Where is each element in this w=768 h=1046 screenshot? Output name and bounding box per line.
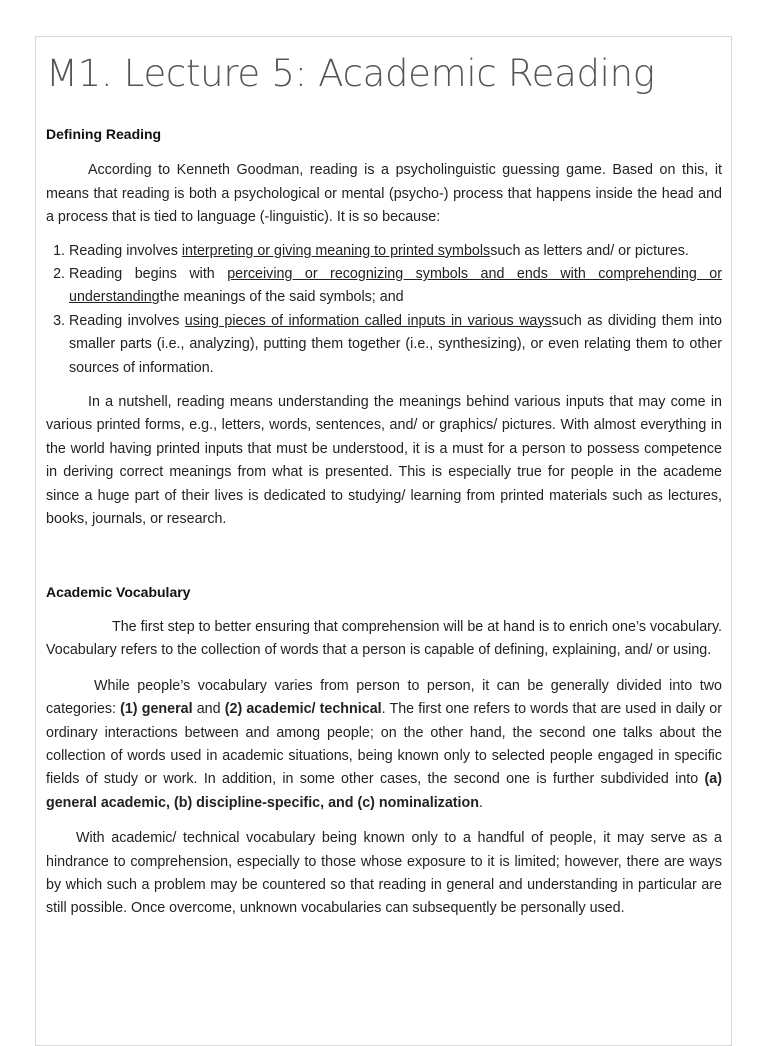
paragraph-vocabulary: The first step to better ensuring that comprehension will be at hand is to enrich one’s vocabulary. Vocabulary refers to the collection of words that a person is capable of defining, explaining, and/ or using.	[46, 618, 722, 659]
list-text: Reading begins with	[69, 266, 228, 283]
paragraph-text: .	[478, 794, 483, 811]
bold-text: (2) academic/ technical	[224, 701, 382, 718]
section-heading-defining-reading: Defining Reading	[46, 126, 162, 142]
paragraph-hindrance: With academic/ technical vocabulary being known only to a handful of people, it may serve as a hindrance to comprehension, especially to those whose exposure to it is limited; however, there are ways by which such a problem may be countered so that reading in general and understanding in particular are still possible. Once overcome, unknown vocabularies can subsequently be personally used.	[46, 830, 722, 917]
list-item	[69, 310, 722, 380]
paragraph-text: . The first one refers to words that are used in daily or ordinary interactions between and among people; on the other hand, the second one talks about the collection of words used in academic situations, being known only to selected people engaged in specific fields of study or work. In addition, in some other cases, the second one is further subdivided into	[46, 701, 722, 788]
document-content	[46, 52, 722, 921]
list-item	[69, 263, 722, 310]
reading-list	[46, 240, 722, 380]
paragraph-categories	[46, 675, 722, 815]
list-text: the meanings of the said symbols; and	[159, 289, 404, 306]
page-title: M1. Lecture 5: Academic Reading	[46, 52, 655, 95]
list-text: such as dividing them into smaller parts (i.e., analyzing), putting them together (i.e., synthesizing), or even relating them to other sources of information.	[69, 312, 722, 376]
underlined-text: perceiving or recognizing symbols and ends with comprehending or understanding	[69, 266, 722, 306]
paragraph-intro: According to Kenneth Goodman, reading is a psycholinguistic guessing game. Based on this, it means that reading is both a psychological or mental (psycho-) process that happens inside the head and a process that is tied to language (-linguistic). It is so because:	[46, 162, 722, 226]
bold-text: (1) general	[120, 701, 193, 718]
paragraph-text: and	[192, 701, 225, 718]
section-heading-academic-vocabulary: Academic Vocabulary	[46, 583, 191, 600]
bold-text: (a) general academic, (b) discipline-specific, and (c) nominalization	[46, 771, 722, 811]
paragraph-nutshell: In a nutshell, reading means understanding the meanings behind various inputs that may come in various printed forms, e.g., letters, words, sentences, and/ or graphics/ pictures. With almost everything in the world having printed inputs that must be understood, it is a must for a person to possess competence in deriving correct meanings from what is presented. This is especially true for people in the academe since a huge part of their lives is dedicated to studying/ learning from printed materials such as lectures, books, journals, or research.	[46, 394, 722, 528]
list-text: such as letters and/ or pictures.	[490, 242, 689, 259]
list-item	[69, 240, 722, 263]
list-text: Reading involves	[69, 312, 185, 329]
list-text: Reading involves	[69, 242, 182, 259]
underlined-text: using pieces of information called inputs in various ways	[184, 312, 552, 329]
paragraph-text: While people’s vocabulary varies from person to person, it can be generally divided into two categories:	[46, 677, 722, 718]
underlined-text: interpreting or giving meaning to printed symbols	[181, 242, 491, 259]
